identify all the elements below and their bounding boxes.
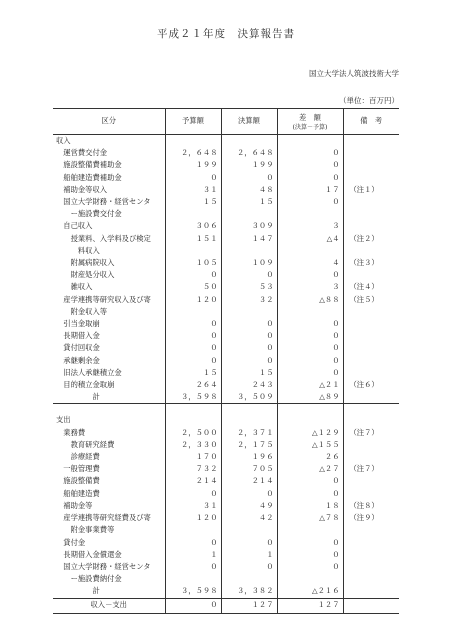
row-label: 診療経費 bbox=[56, 452, 100, 462]
row-diff: １７ bbox=[277, 184, 343, 196]
table-row bbox=[53, 330, 399, 342]
row-actual: １４７ bbox=[221, 233, 277, 245]
row-label: 一般管理費 bbox=[56, 464, 100, 474]
row-budget: ３０６ bbox=[165, 220, 221, 232]
row-label: ー施設費納付金 bbox=[56, 574, 122, 584]
row-label: 附金事業費等 bbox=[56, 525, 115, 535]
row-actual bbox=[221, 208, 277, 220]
row-actual: １５ bbox=[221, 367, 277, 379]
row-label: 産学連携等研究経費及び寄 bbox=[56, 513, 151, 523]
row-label: 雑収入 bbox=[56, 282, 93, 292]
row-note bbox=[343, 488, 399, 500]
row-budget: ３１ bbox=[165, 184, 221, 196]
row-actual: ０ bbox=[221, 355, 277, 367]
row-budget: ２，３３０ bbox=[165, 439, 221, 451]
row-note bbox=[343, 537, 399, 549]
header-diff-label: 差 額 bbox=[299, 112, 321, 122]
table-row bbox=[53, 184, 399, 196]
table-row bbox=[53, 391, 399, 404]
table-row bbox=[53, 196, 399, 208]
organization-name: 国立大学法人筑波技術大学 bbox=[309, 69, 399, 78]
row-budget: １５ bbox=[165, 367, 221, 379]
row-label: 国立大学財務・経営センタ bbox=[56, 561, 151, 571]
row-label: 船舶建造費補助金 bbox=[56, 172, 122, 182]
row-diff: ４ bbox=[277, 257, 343, 269]
row-note bbox=[343, 342, 399, 354]
row-actual: ２４３ bbox=[221, 379, 277, 391]
row-label: 施設整備費 bbox=[56, 476, 100, 486]
row-actual: １０９ bbox=[221, 257, 277, 269]
row-note bbox=[343, 451, 399, 463]
row-diff: ０ bbox=[277, 172, 343, 184]
row-label: 自己収入 bbox=[56, 221, 93, 231]
balance-note bbox=[343, 598, 399, 613]
row-actual: ４９ bbox=[221, 500, 277, 512]
row-budget: １５ bbox=[165, 196, 221, 208]
row-budget: ０ bbox=[165, 330, 221, 342]
row-label: 運営費交付金 bbox=[56, 148, 108, 158]
row-note bbox=[343, 306, 399, 318]
table-row bbox=[53, 281, 399, 293]
row-diff: ０ bbox=[277, 330, 343, 342]
row-note: （注４） bbox=[343, 281, 399, 293]
row-diff: △２１６ bbox=[277, 585, 343, 598]
row-budget: ３１ bbox=[165, 500, 221, 512]
row-diff: ０ bbox=[277, 196, 343, 208]
row-budget: ０ bbox=[165, 561, 221, 573]
row-actual: １５ bbox=[221, 196, 277, 208]
table-row bbox=[53, 172, 399, 184]
balance-budget: ０ bbox=[165, 598, 221, 613]
row-label: 船舶建造費 bbox=[56, 488, 100, 498]
balance-actual: １２７ bbox=[221, 598, 277, 613]
row-budget bbox=[165, 208, 221, 220]
row-actual: ０ bbox=[221, 330, 277, 342]
row-diff bbox=[277, 208, 343, 220]
row-label: 引当金取崩 bbox=[56, 319, 100, 329]
expense-section-row bbox=[53, 414, 399, 426]
row-diff: ０ bbox=[277, 318, 343, 330]
row-diff: △２７ bbox=[277, 463, 343, 475]
row-note: （注８） bbox=[343, 500, 399, 512]
row-budget: ０ bbox=[165, 172, 221, 184]
row-label: 施設整備費補助金 bbox=[56, 160, 122, 170]
row-actual: ０ bbox=[221, 488, 277, 500]
row-actual: ２，１７５ bbox=[221, 439, 277, 451]
row-actual: ５３ bbox=[221, 281, 277, 293]
row-label: ー施設費交付金 bbox=[56, 209, 122, 219]
row-budget bbox=[165, 524, 221, 536]
row-actual: ０ bbox=[221, 172, 277, 184]
row-budget: ０ bbox=[165, 355, 221, 367]
row-label: 補助金等 bbox=[56, 500, 93, 510]
table-row bbox=[53, 379, 399, 391]
row-budget: ２，６４８ bbox=[165, 147, 221, 159]
row-label: 財産処分収入 bbox=[56, 270, 115, 280]
table-row bbox=[53, 208, 399, 220]
row-diff: ０ bbox=[277, 488, 343, 500]
row-note: （注９） bbox=[343, 512, 399, 524]
row-budget: ３，５９８ bbox=[165, 585, 221, 598]
row-note bbox=[343, 355, 399, 367]
row-budget: １０５ bbox=[165, 257, 221, 269]
header-actual: 決算額 bbox=[221, 109, 277, 135]
table-row bbox=[53, 549, 399, 561]
row-label: 産学連携等研究収入及び寄 bbox=[56, 294, 151, 304]
row-actual: ２１４ bbox=[221, 475, 277, 487]
row-note bbox=[343, 245, 399, 257]
table-row bbox=[53, 294, 399, 306]
row-actual: ７０５ bbox=[221, 463, 277, 475]
balance-label: 収入－支出 bbox=[53, 598, 165, 613]
table-row bbox=[53, 500, 399, 512]
row-label: 貸付金 bbox=[56, 537, 86, 547]
row-actual: ０ bbox=[221, 342, 277, 354]
row-budget: １２０ bbox=[165, 512, 221, 524]
row-note bbox=[343, 330, 399, 342]
row-label: 国立大学財務・経営センタ bbox=[56, 197, 151, 207]
row-diff: ０ bbox=[277, 269, 343, 281]
row-note: （注６） bbox=[343, 379, 399, 391]
row-diff: △７８ bbox=[277, 512, 343, 524]
row-label: 計 bbox=[53, 585, 165, 598]
row-actual: ２，６４８ bbox=[221, 147, 277, 159]
row-note bbox=[343, 439, 399, 451]
row-actual: ３，５０９ bbox=[221, 391, 277, 404]
row-diff: ０ bbox=[277, 159, 343, 171]
row-label: 補助金等収入 bbox=[56, 184, 108, 194]
row-note bbox=[343, 367, 399, 379]
row-note bbox=[343, 269, 399, 281]
balance-row bbox=[53, 598, 399, 613]
row-note bbox=[343, 549, 399, 561]
row-diff bbox=[277, 306, 343, 318]
row-note: （注２） bbox=[343, 233, 399, 245]
table-row bbox=[53, 573, 399, 585]
row-budget bbox=[165, 306, 221, 318]
row-note bbox=[343, 159, 399, 171]
income-section-label: 収入 bbox=[56, 136, 71, 145]
table-row bbox=[53, 524, 399, 536]
row-diff: △４ bbox=[277, 233, 343, 245]
row-diff bbox=[277, 245, 343, 257]
table-row bbox=[53, 451, 399, 463]
row-label: 長期借入金償還金 bbox=[56, 549, 122, 559]
row-budget: ０ bbox=[165, 318, 221, 330]
row-note bbox=[343, 475, 399, 487]
table-row bbox=[53, 561, 399, 573]
row-note bbox=[343, 147, 399, 159]
row-budget: ０ bbox=[165, 342, 221, 354]
table-row bbox=[53, 488, 399, 500]
row-label: 授業料、入学料及び検定 bbox=[56, 233, 151, 243]
row-budget: ０ bbox=[165, 488, 221, 500]
row-budget: ５０ bbox=[165, 281, 221, 293]
row-budget: ０ bbox=[165, 269, 221, 281]
row-diff: １８ bbox=[277, 500, 343, 512]
row-actual: ３０９ bbox=[221, 220, 277, 232]
row-label: 旧法人承継積立金 bbox=[56, 367, 122, 377]
row-actual: ０ bbox=[221, 537, 277, 549]
row-diff: △８８ bbox=[277, 294, 343, 306]
row-diff: ０ bbox=[277, 561, 343, 573]
row-note: （注３） bbox=[343, 257, 399, 269]
row-note bbox=[343, 391, 399, 404]
row-actual bbox=[221, 524, 277, 536]
balance-diff: １２７ bbox=[277, 598, 343, 613]
row-label: 業務費 bbox=[56, 427, 86, 437]
row-budget: １ bbox=[165, 549, 221, 561]
row-budget: ３，５９８ bbox=[165, 391, 221, 404]
row-budget: １２０ bbox=[165, 294, 221, 306]
row-actual: ０ bbox=[221, 269, 277, 281]
row-label: 料収入 bbox=[56, 245, 100, 255]
table-row bbox=[53, 233, 399, 245]
row-note bbox=[343, 573, 399, 585]
header-kubun: 区分 bbox=[53, 109, 165, 135]
row-actual: ０ bbox=[221, 561, 277, 573]
row-actual: ３，３８２ bbox=[221, 585, 277, 598]
row-budget: ０ bbox=[165, 537, 221, 549]
header-diff bbox=[277, 109, 343, 135]
row-actual: ０ bbox=[221, 318, 277, 330]
table-row bbox=[53, 342, 399, 354]
row-diff: ３ bbox=[277, 220, 343, 232]
row-diff: ２６ bbox=[277, 451, 343, 463]
table-row bbox=[53, 318, 399, 330]
table-row bbox=[53, 427, 399, 439]
row-budget: １７０ bbox=[165, 451, 221, 463]
row-actual bbox=[221, 306, 277, 318]
row-budget bbox=[165, 245, 221, 257]
row-diff: △８９ bbox=[277, 391, 343, 404]
row-note bbox=[343, 585, 399, 598]
row-note bbox=[343, 524, 399, 536]
row-budget: ２１４ bbox=[165, 475, 221, 487]
header-row bbox=[53, 109, 399, 135]
row-label: 目的積立金取崩 bbox=[56, 380, 115, 390]
row-diff: ０ bbox=[277, 549, 343, 561]
row-actual bbox=[221, 245, 277, 257]
row-diff bbox=[277, 573, 343, 585]
row-diff: ０ bbox=[277, 355, 343, 367]
row-label: 長期借入金 bbox=[56, 331, 100, 341]
row-note bbox=[343, 196, 399, 208]
row-label: 計 bbox=[53, 391, 165, 404]
income-section-row bbox=[53, 135, 399, 148]
expense-section bbox=[53, 404, 399, 598]
row-note: （注１） bbox=[343, 184, 399, 196]
row-label: 附金収入等 bbox=[56, 306, 108, 316]
row-note bbox=[343, 208, 399, 220]
row-budget: ７３２ bbox=[165, 463, 221, 475]
table-row bbox=[53, 585, 399, 598]
row-actual: ３２ bbox=[221, 294, 277, 306]
header-diff-sub: (決算－予算) bbox=[292, 124, 328, 132]
table-row bbox=[53, 512, 399, 524]
row-label: 教育研究経費 bbox=[56, 439, 115, 449]
row-diff: △２１ bbox=[277, 379, 343, 391]
row-note bbox=[343, 318, 399, 330]
row-budget: １５１ bbox=[165, 233, 221, 245]
row-actual: １９６ bbox=[221, 451, 277, 463]
row-label: 附属病院収入 bbox=[56, 258, 115, 268]
document-title: 平成２１年度 決算報告書 bbox=[157, 28, 295, 40]
row-budget bbox=[165, 573, 221, 585]
row-diff: ０ bbox=[277, 342, 343, 354]
row-actual: １９９ bbox=[221, 159, 277, 171]
row-diff: ０ bbox=[277, 147, 343, 159]
table-row bbox=[53, 159, 399, 171]
table-row bbox=[53, 355, 399, 367]
table-row bbox=[53, 269, 399, 281]
table-row bbox=[53, 463, 399, 475]
income-section bbox=[53, 135, 399, 404]
header-remarks: 備 考 bbox=[343, 109, 399, 135]
row-label: 承継剰余金 bbox=[56, 355, 100, 365]
row-actual: ４２ bbox=[221, 512, 277, 524]
row-budget: １９９ bbox=[165, 159, 221, 171]
header-budget: 予算額 bbox=[165, 109, 221, 135]
table-row bbox=[53, 475, 399, 487]
table-row bbox=[53, 306, 399, 318]
table-row bbox=[53, 367, 399, 379]
row-diff: △１２９ bbox=[277, 427, 343, 439]
row-diff: △１５５ bbox=[277, 439, 343, 451]
row-note bbox=[343, 220, 399, 232]
row-note bbox=[343, 172, 399, 184]
row-diff: ０ bbox=[277, 367, 343, 379]
table-row bbox=[53, 220, 399, 232]
expense-section-label: 支出 bbox=[56, 415, 71, 425]
table-row bbox=[53, 147, 399, 159]
row-actual: １ bbox=[221, 549, 277, 561]
row-actual: ４８ bbox=[221, 184, 277, 196]
row-diff: ３ bbox=[277, 281, 343, 293]
row-actual bbox=[221, 573, 277, 585]
row-actual: ２，３７１ bbox=[221, 427, 277, 439]
row-note bbox=[343, 561, 399, 573]
row-diff: ０ bbox=[277, 475, 343, 487]
unit-label: （単位：百万円） bbox=[339, 96, 399, 105]
row-label: 貸付回収金 bbox=[56, 343, 100, 353]
row-note: （注７） bbox=[343, 427, 399, 439]
table-row bbox=[53, 439, 399, 451]
row-diff bbox=[277, 524, 343, 536]
row-budget: ２６４ bbox=[165, 379, 221, 391]
table-row bbox=[53, 257, 399, 269]
settlement-table bbox=[53, 108, 399, 614]
table-row bbox=[53, 245, 399, 257]
row-note: （注７） bbox=[343, 463, 399, 475]
row-note: （注５） bbox=[343, 294, 399, 306]
row-diff: ０ bbox=[277, 537, 343, 549]
row-budget: ２，５００ bbox=[165, 427, 221, 439]
table-row bbox=[53, 537, 399, 549]
